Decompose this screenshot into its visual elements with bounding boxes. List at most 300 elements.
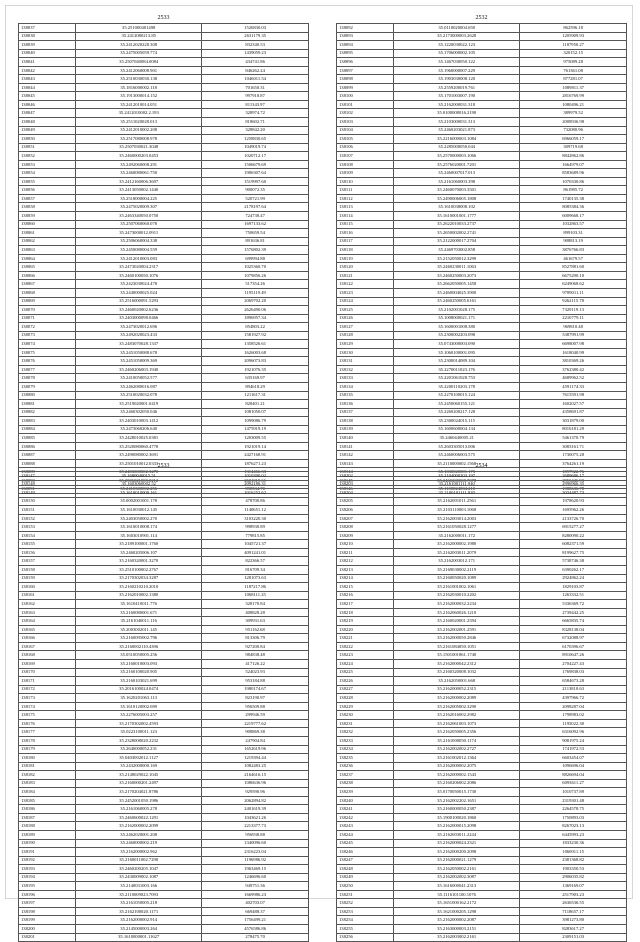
record-id-cell: 138243 (337, 822, 394, 831)
amount-cell: 2133726.70 (520, 514, 627, 523)
table-row (19, 186, 309, 195)
code-cell: 35.2161002012.1364 (394, 754, 520, 763)
amount-cell: 1263332.51 (520, 591, 627, 600)
table-row (19, 263, 309, 272)
amount-cell: 2319301.48 (520, 796, 627, 805)
record-id-cell: 138246 (337, 848, 394, 857)
record-id-cell: 138134 (337, 382, 394, 391)
table-row (337, 873, 627, 882)
amount-cell: 524023.93 (202, 668, 309, 677)
code-cell: 35.2170302034.3287 (76, 574, 202, 583)
amount-cell: 1829103.87 (520, 583, 627, 592)
code-cell: 35.2160100020.905 (76, 668, 202, 677)
record-id-cell: 138245 (337, 839, 394, 848)
code-cell: 35.2160095002.796 (76, 634, 202, 643)
table-row (19, 779, 309, 788)
record-id-cell: 138157 (19, 557, 76, 566)
table-row (19, 839, 309, 848)
record-id-cell: 138193 (19, 865, 76, 874)
table-row (337, 796, 627, 805)
record-id-cell: 138064 (19, 254, 76, 263)
table-row (337, 890, 627, 899)
code-cell: 35.2270100015.124 (394, 391, 520, 400)
amount-cell: 2626490.06 (202, 306, 309, 315)
table-row (19, 497, 309, 506)
amount-cell: 1010390.02 (202, 472, 309, 481)
record-id-cell: 138208 (337, 523, 394, 532)
code-cell: 35.2511020028.013 (76, 118, 202, 127)
record-id-cell: 138244 (337, 830, 394, 839)
page-bottom-left (18, 462, 309, 942)
table-row (19, 314, 309, 323)
table-row (19, 442, 309, 451)
table-row (337, 711, 627, 720)
amount-cell: 8016181.29 (520, 425, 627, 434)
table-row (337, 805, 627, 814)
amount-cell: 1506679.69 (202, 160, 309, 169)
table-row (19, 203, 309, 212)
table-row (337, 591, 627, 600)
code-cell: 35.1816000002.118 (76, 83, 202, 92)
code-cell: 35.2518000004.225 (76, 194, 202, 203)
table-row (19, 177, 309, 186)
code-cell: 35.2162003011.2244 (394, 830, 520, 839)
table-row (337, 254, 627, 263)
record-id-cell: 138153 (19, 523, 76, 532)
amount-cell: 956509.88 (202, 702, 309, 711)
amount-cell: 1082483.25 (202, 762, 309, 771)
code-cell: 35.2110009023.7093 (76, 890, 202, 899)
record-id-cell: 138095 (337, 49, 394, 58)
record-id-cell: 138108 (337, 160, 394, 169)
amount-cell: 951162.68 (202, 625, 309, 634)
data-table (336, 23, 627, 494)
record-id-cell: 138171 (19, 677, 76, 686)
table-row (19, 873, 309, 882)
table-row (19, 660, 309, 669)
code-cell: 35.2490080002.3691 (76, 451, 202, 460)
record-id-cell: 138167 (19, 642, 76, 651)
record-id-cell: 138104 (337, 126, 394, 135)
code-cell: 35.0743000003.090 (394, 340, 520, 349)
record-id-cell: 138200 (19, 924, 76, 933)
record-id-cell: 138079 (19, 382, 76, 391)
table-row (19, 933, 309, 942)
amount-cell: 2098287.04 (520, 702, 627, 711)
table-row (19, 907, 309, 916)
amount-cell: 1070330.86 (520, 177, 627, 186)
record-id-cell: 138101 (337, 100, 394, 109)
table-row (337, 600, 627, 609)
table-row (19, 254, 309, 263)
amount-cell: 1187217.86 (202, 583, 309, 592)
code-cell: 35.2103110003.1068 (394, 506, 520, 515)
table-row (337, 229, 627, 238)
code-cell: 35.2162002002.2727 (394, 745, 520, 754)
record-id-cell: 138180 (19, 754, 76, 763)
code-cell: 35.2473060206.640 (76, 425, 202, 434)
table-row (337, 830, 627, 839)
code-cell: 35.2412060008.901 (76, 66, 202, 75)
amount-cell: 1096696.04 (520, 762, 627, 771)
table-row (337, 408, 627, 417)
table-row (337, 574, 627, 583)
amount-cell: 6170396.67 (520, 642, 627, 651)
amount-cell: 1664979.07 (520, 160, 627, 169)
amount-cell: 1618040.99 (520, 348, 627, 357)
code-cell: 35.2451050009.369 (76, 357, 202, 366)
table-row (19, 754, 309, 763)
code-cell: 35.2162003011.2079 (394, 548, 520, 557)
amount-cell: 828401.21 (202, 400, 309, 409)
table-row (337, 246, 627, 255)
table-row (19, 451, 309, 460)
amount-cell: 2008936.98 (520, 118, 627, 127)
table-row (337, 24, 627, 33)
record-id-cell: 138240 (337, 796, 394, 805)
code-cell: 35.2160002110.4396 (76, 642, 202, 651)
record-id-cell: 138080 (19, 391, 76, 400)
record-id-cell: 138135 (337, 391, 394, 400)
record-id-cell: 138045 (19, 92, 76, 101)
table-row (19, 83, 309, 92)
table-row (19, 246, 309, 255)
amount-cell: 2427168.91 (202, 451, 309, 460)
code-cell: 35.2462080016.087 (76, 382, 202, 391)
code-cell: 35.2162000032.2234 (394, 600, 520, 609)
table-row (337, 822, 627, 831)
amount-cell: 998930.89 (202, 523, 309, 532)
code-cell: 35.2162000052.2315 (394, 685, 520, 694)
code-cell: 35.2559200019.761 (394, 83, 520, 92)
amount-cell: 1219394.44 (202, 754, 309, 763)
record-id-cell: 138112 (337, 194, 394, 203)
table-row (337, 745, 627, 754)
amount-cell: 1519997.60 (202, 177, 309, 186)
code-cell: 35.2162050005.2356 (394, 728, 520, 737)
code-cell: 35.2162060026.1210 (394, 608, 520, 617)
record-id-cell: 138212 (337, 557, 394, 566)
amount-cell: 328842.20 (202, 126, 309, 135)
record-id-cell: 138211 (337, 548, 394, 557)
amount-cell: 3764261.19 (520, 459, 627, 468)
table-row (337, 365, 627, 374)
code-cell: 35.2460600022.1291 (76, 813, 202, 822)
table-row (337, 297, 627, 306)
record-id-cell: 138089 (19, 468, 76, 477)
code-cell: 35.1100024004.210 (394, 485, 520, 494)
code-cell: 35.2650002002.2741 (394, 229, 520, 238)
table-row (19, 736, 309, 745)
table-row (19, 506, 309, 515)
amount-cell: 1740135.38 (520, 194, 627, 203)
code-cell: 35.2516000091.5293 (76, 297, 202, 306)
record-id-cell: 138154 (19, 531, 76, 540)
code-cell: 35.1616000041.2313 (394, 882, 520, 891)
amount-cell: 1369169.07 (520, 882, 627, 891)
table-row (19, 400, 309, 409)
record-id-cell: 138053 (19, 160, 76, 169)
record-id-cell: 138251 (337, 890, 394, 899)
table-row (19, 160, 309, 169)
table-row (19, 548, 309, 557)
amount-cell: 6665835.74 (520, 617, 627, 626)
code-cell: 35.2473020004.2317 (76, 263, 202, 272)
code-cell: 35.2162005002.3290 (394, 702, 520, 711)
record-id-cell: 138041 (19, 58, 76, 67)
table-row (19, 651, 309, 660)
code-cell: 35.2160080001.671 (76, 608, 202, 617)
code-cell: 35.2161050028.1277 (394, 523, 520, 532)
code-cell: 35.2473020012.696 (76, 323, 202, 332)
record-id-cell: 138215 (337, 583, 394, 592)
code-cell: 35.2160320008.1032 (394, 668, 520, 677)
code-cell: 35.2162000002.1543 (394, 771, 520, 780)
table-row (19, 152, 309, 161)
record-id-cell: 138109 (337, 169, 394, 178)
table-row (337, 736, 627, 745)
amount-cell: 5387991.99 (520, 331, 627, 340)
amount-cell: 6966059.17 (520, 135, 627, 144)
code-cell: 35.2403000002.3270 (76, 468, 202, 477)
table-row (337, 100, 627, 109)
amount-cell: 846262.24 (202, 66, 309, 75)
table-row (19, 331, 309, 340)
code-cell: 35.2162016002.2982 (394, 711, 520, 720)
record-id-cell: 138138 (337, 417, 394, 426)
code-cell: 35.2451050088.678 (76, 348, 202, 357)
code-cell: 35.2200110203.178 (394, 382, 520, 391)
table-row (337, 719, 627, 728)
amount-cell: 5738746.38 (520, 557, 627, 566)
table-row (19, 169, 309, 178)
code-cell: 35.2161000050.1174 (394, 736, 520, 745)
record-id-cell: 138136 (337, 400, 394, 409)
amount-cell: 1906307.64 (202, 169, 309, 178)
amount-cell: 1195119.49 (202, 288, 309, 297)
table-row (19, 374, 309, 383)
record-id-cell: 138248 (337, 865, 394, 874)
amount-cell: 669488.37 (202, 907, 309, 916)
code-cell: 35.2430009002.1087 (76, 873, 202, 882)
table-row (337, 933, 627, 942)
amount-cell: 891636.81 (202, 237, 309, 246)
record-id-cell: 138170 (19, 668, 76, 677)
table-row (19, 348, 309, 357)
table-row (19, 728, 309, 737)
table-row (337, 506, 627, 515)
record-id-cell: 138187 (19, 813, 76, 822)
table-row (19, 434, 309, 443)
record-id-cell: 138120 (337, 263, 394, 272)
amount-cell: 975089.28 (520, 58, 627, 67)
table-row (19, 24, 309, 33)
code-cell: 35.2161001002.1061 (394, 583, 520, 592)
code-cell: 35.2603305013.006 (394, 442, 520, 451)
record-id-cell: 138103 (337, 118, 394, 127)
amount-cell: 2704227.43 (520, 660, 627, 669)
code-cell: 35.2412160006.3697 (76, 177, 202, 186)
code-cell: 35.2260200217.128 (394, 408, 520, 417)
record-id-cell: 138221 (337, 634, 394, 643)
code-cell: 35.2189100001.1760 (76, 540, 202, 549)
code-cell: 35.2300014089.104 (394, 357, 520, 366)
amount-cell: 9262115.78 (520, 297, 627, 306)
code-cell: 35.2162000200.2098 (394, 848, 520, 857)
table-row (19, 788, 309, 797)
record-id-cell: 138072 (19, 323, 76, 332)
record-id-cell: 138132 (337, 365, 394, 374)
record-id-cell: 138039 (19, 41, 76, 50)
code-cell: 35.2475020009.307 (76, 203, 202, 212)
code-cell: 35.2162000042.2312 (394, 660, 520, 669)
code-cell: 35.2460200008.7078 (394, 476, 520, 485)
amount-cell: 1086636.96 (202, 779, 309, 788)
code-cell: 35.1903030008.120 (394, 75, 520, 84)
table-row (19, 41, 309, 50)
code-cell: 35.2162002202.1651 (394, 796, 520, 805)
code-cell: 35.1610030012.145 (76, 506, 202, 515)
amount-cell: 949751.36 (202, 882, 309, 891)
code-cell: 35.2403050002.270 (76, 514, 202, 523)
table-row (19, 719, 309, 728)
record-id-cell: 138161 (19, 591, 76, 600)
code-cell: 35.2506021003.0212 (76, 476, 202, 485)
table-row (337, 685, 627, 694)
amount-cell: 1730075.28 (520, 451, 627, 460)
code-cell: 35.1060100001.095 (394, 348, 520, 357)
table-row (19, 92, 309, 101)
table-row (19, 600, 309, 609)
table-row (19, 865, 309, 874)
amount-cell: 8842862.86 (520, 152, 627, 161)
record-id-cell: 138130 (337, 348, 394, 357)
code-cell: 35.2170302002.4593 (76, 719, 202, 728)
amount-cell: 724738.47 (202, 212, 309, 221)
table-row (337, 634, 627, 643)
amount-cell: 2996966.35 (520, 480, 627, 489)
record-id-cell: 138163 (19, 608, 76, 617)
record-id-cell: 138229 (337, 702, 394, 711)
code-cell: 35.2517080008.978 (76, 135, 202, 144)
amount-cell: 1903350.53 (520, 865, 627, 874)
record-id-cell: 138148 (19, 480, 76, 489)
data-table (18, 23, 309, 494)
code-cell: 35.2570000003.1066 (394, 152, 520, 161)
amount-cell: 908813.19 (520, 237, 627, 246)
record-id-cell: 138241 (337, 805, 394, 814)
table-row (337, 83, 627, 92)
record-id-cell: 138110 (337, 177, 394, 186)
record-id-cell: 138116 (337, 229, 394, 238)
amount-cell: 2906035.82 (520, 873, 627, 882)
table-row (19, 822, 309, 831)
record-id-cell: 138224 (337, 660, 394, 669)
code-cell: 35.2160206002.2086 (394, 779, 520, 788)
amount-cell: 861985.72 (520, 186, 627, 195)
amount-cell: 1756499.21 (202, 916, 309, 925)
code-cell: 35.2162003014.2003 (394, 514, 520, 523)
table-row (337, 651, 627, 660)
amount-cell: 8826694.04 (520, 771, 627, 780)
code-cell: 35.2412080213.85 (76, 32, 202, 41)
table-row (19, 229, 309, 238)
code-cell: 35.2162003002.2161 (394, 933, 520, 942)
amount-cell: 1741972.53 (520, 745, 627, 754)
table-row (337, 608, 627, 617)
amount-cell: 997918.87 (202, 92, 309, 101)
record-id-cell: 138078 (19, 374, 76, 383)
table-row (337, 899, 627, 908)
code-cell: 35.1610120002.089 (76, 702, 202, 711)
code-cell: 35.2160020001.2594 (394, 617, 520, 626)
record-id-cell: 138209 (337, 531, 394, 540)
table-row (19, 745, 309, 754)
code-cell: 35.2162050001.668 (394, 677, 520, 686)
code-cell: 35.2162002002.3087 (394, 873, 520, 882)
table-row (337, 212, 627, 221)
record-id-cell: 138168 (19, 651, 76, 660)
code-cell: 35.2162002001.2591 (394, 625, 520, 634)
amount-cell: 779815.85 (202, 531, 309, 540)
amount-cell: 2924862.24 (520, 574, 627, 583)
code-cell: 35.2469703002.858 (394, 246, 520, 255)
table-row (19, 323, 309, 332)
code-cell: 35.2460004025.3900 (394, 288, 520, 297)
code-cell: 35.2161060003.398 (394, 177, 520, 186)
table-row (19, 143, 309, 152)
code-cell: 35.1603060002.52 (76, 480, 202, 489)
record-id-cell: 138062 (19, 237, 76, 246)
table-row (337, 924, 627, 933)
amount-cell: 1769838.03 (520, 668, 627, 677)
code-cell: 35.2519020001.0419 (76, 400, 202, 409)
table-row (19, 916, 309, 925)
record-id-cell: 138102 (337, 109, 394, 118)
table-row (19, 306, 309, 315)
table-row (337, 109, 627, 118)
code-cell: 35.2328008020.2232 (76, 736, 202, 745)
table-row (19, 711, 309, 720)
code-cell: 35.0100008016.2190 (394, 109, 520, 118)
amount-cell: 956938.88 (202, 830, 309, 839)
code-cell: 35.2160050020.1089 (394, 574, 520, 583)
table-row (19, 237, 309, 246)
amount-cell: 701650.31 (202, 83, 309, 92)
table-row (337, 186, 627, 195)
code-cell: 35.2161084850.1051 (394, 642, 520, 651)
code-cell: 35.2432000000.169 (76, 762, 202, 771)
amount-cell: 1695962.26 (520, 506, 627, 515)
record-id-cell: 138218 (337, 608, 394, 617)
code-cell: 35.2492060008.291 (76, 160, 202, 169)
amount-cell: 1439059.23 (202, 49, 309, 58)
amount-cell: 6915277.27 (520, 523, 627, 532)
table-row (19, 109, 309, 118)
amount-cell: 877281.07 (520, 75, 627, 84)
amount-cell: 969810.48 (520, 323, 627, 332)
table-row (19, 271, 309, 280)
record-id-cell: 138142 (337, 451, 394, 460)
code-cell: 35.2103000031.313 (394, 118, 520, 127)
table-row (337, 677, 627, 686)
amount-cell: 1281073.63 (202, 574, 309, 583)
code-cell: 35.1220030022.123 (394, 41, 520, 50)
record-id-cell: 138046 (19, 100, 76, 109)
code-cell: 35.1610001001.1777 (394, 212, 520, 221)
amount-cell: 1526830.03 (202, 24, 309, 33)
amount-cell: 1358526.61 (202, 340, 309, 349)
